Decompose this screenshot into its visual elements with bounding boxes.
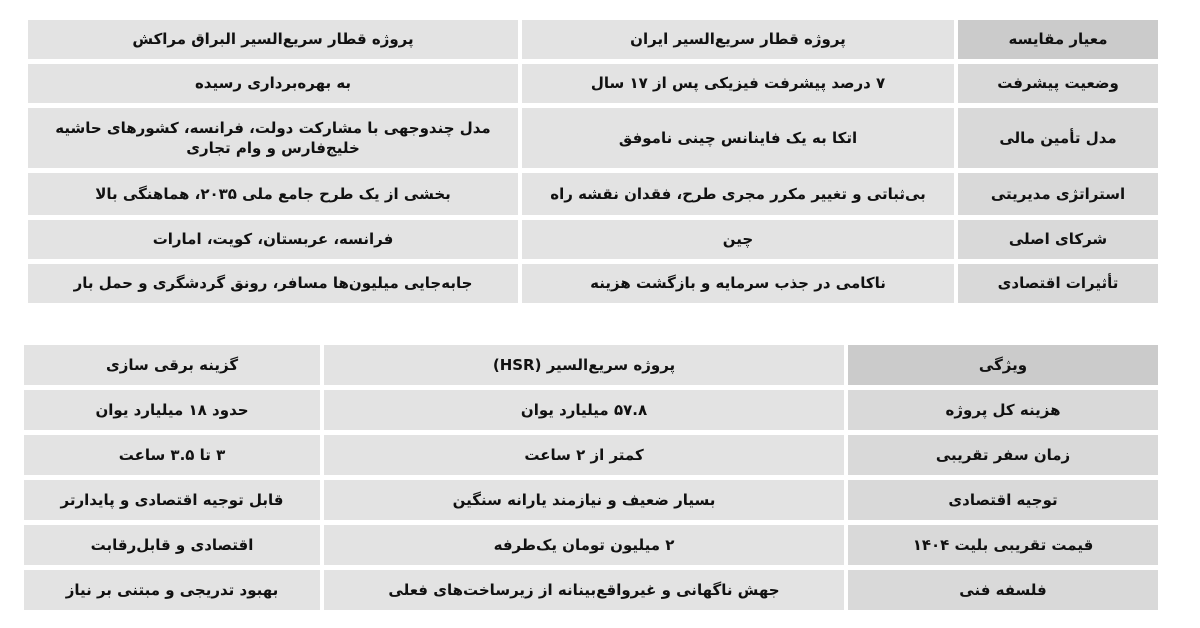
table-cell: کمتر از ۲ ساعت: [324, 435, 844, 475]
table-cell: بخشی از یک طرح جامع ملی ۲۰۳۵، هماهنگی بالا: [28, 173, 518, 215]
table-cell: ۷ درصد پیشرفت فیزیکی پس از ۱۷ سال: [522, 64, 954, 103]
table-cell: قابل توجیه اقتصادی و پایدارتر: [24, 480, 320, 520]
table-cell: حدود ۱۸ میلیارد یوان: [24, 390, 320, 430]
header-feature: ویژگی: [848, 345, 1158, 385]
iran-vs-morocco-table: [24, 20, 1158, 303]
table-cell: جهش ناگهانی و غیرواقع‌بینانه از زیرساخت‌های فعلی: [324, 570, 844, 610]
row-label: هزینه کل پروژه: [848, 390, 1158, 430]
table-cell: اتکا به یک فاینانس چینی ناموفق: [522, 108, 954, 168]
row-label: زمان سفر تقریبی: [848, 435, 1158, 475]
table-cell: مدل چندوجهی با مشارکت دولت، فرانسه، کشورهای حاشیه خلیج‌فارس و وام تجاری: [28, 108, 518, 168]
table-cell: به بهره‌برداری رسیده: [28, 64, 518, 103]
row-label: توجیه اقتصادی: [848, 480, 1158, 520]
table-cell: بهبود تدریجی و مبتنی بر نیاز: [24, 570, 320, 610]
table-cell: بسیار ضعیف و نیازمند یارانه سنگین: [324, 480, 844, 520]
row-label: تأثیرات اقتصادی: [958, 264, 1158, 303]
row-label: وضعیت پیشرفت: [958, 64, 1158, 103]
table-cell: چین: [522, 220, 954, 259]
table-cell: ۵۷.۸ میلیارد یوان: [324, 390, 844, 430]
hsr-vs-electrification-table: [24, 345, 1158, 610]
row-label: مدل تأمین مالی: [958, 108, 1158, 168]
row-label: قیمت تقریبی بلیت ۱۴۰۴: [848, 525, 1158, 565]
table-cell: جابه‌جایی میلیون‌ها مسافر، رونق گردشگری و حمل بار: [28, 264, 518, 303]
table-cell: ناکامی در جذب سرمایه و بازگشت هزینه: [522, 264, 954, 303]
header-morocco-project: پروژه قطار سریع‌السیر البراق مراکش: [28, 20, 518, 59]
header-iran-project: پروژه قطار سریع‌السیر ایران: [522, 20, 954, 59]
row-label: استراتژی مدیریتی: [958, 173, 1158, 215]
table-cell: ۲ میلیون تومان یک‌طرفه: [324, 525, 844, 565]
row-label: فلسفه فنی: [848, 570, 1158, 610]
table-cell: بی‌ثباتی و تغییر مکرر مجری طرح، فقدان نقشه راه: [522, 173, 954, 215]
table-cell: فرانسه، عربستان، کویت، امارات: [28, 220, 518, 259]
table-cell: اقتصادی و قابل‌رقابت: [24, 525, 320, 565]
header-criterion: معیار مقایسه: [958, 20, 1158, 59]
table-cell: ۳ تا ۳.۵ ساعت: [24, 435, 320, 475]
header-electrification-option: گزینه برقی سازی: [24, 345, 320, 385]
row-label: شرکای اصلی: [958, 220, 1158, 259]
header-hsr-project: پروژه سریع‌السیر (HSR): [324, 345, 844, 385]
